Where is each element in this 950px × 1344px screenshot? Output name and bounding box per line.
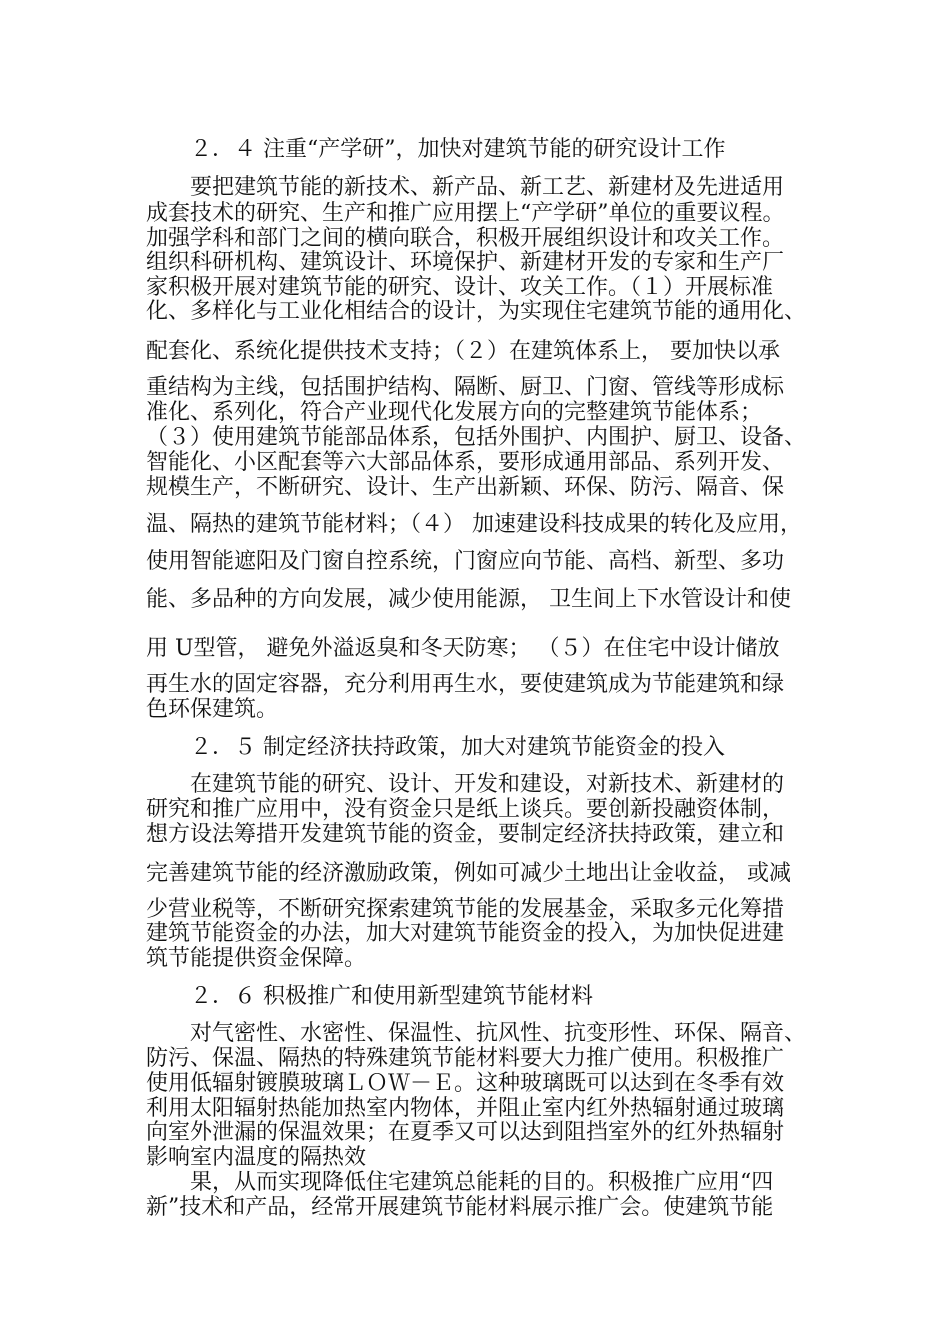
paragraph-line: 成套技术的研究、生产和推广应用摆上“产学研”单位的重要议程。 [146,201,785,226]
paragraph-line: 用 U型管， 避免外溢返臭和冬天防寒； （５）在住宅中设计储放 [146,636,780,661]
paragraph-line: 组织科研机构、建筑设计、环境保护、新建材开发的专家和生产厂 [146,250,785,275]
paragraph-line: 规模生产，不断研究、设计、生产出新颖、环保、防污、隔音、保 [146,475,785,500]
paragraph-line: 新”技术和产品，经常开展建筑节能材料展示推广会。使建筑节能 [146,1195,774,1220]
paragraph-line: （３）使用建筑节能部品体系，包括外围护、内围护、厨卫、设备、 [146,425,807,450]
paragraph-line: 影响室内温度的隔热效 [146,1145,367,1170]
paragraph-line: 智能化、小区配套等六大部品体系，要形成通用部品、系列开发、 [146,450,785,475]
section-heading-2-5: ２．５ 制定经济扶持政策，加大对建筑节能资金的投入 [190,735,725,760]
paragraph-line: 想方设法筹措开发建筑节能的资金，要制定经济扶持政策，建立和 [146,822,785,847]
paragraph-line: 果，从而实现降低住宅建筑总能耗的目的。积极推广应用“四 [190,1170,774,1195]
paragraph-line: 少营业税等，不断研究探索建筑节能的发展基金，采取多元化筹措 [146,897,785,922]
paragraph-line: 再生水的固定容器，充分利用再生水，要使建筑成为节能建筑和绿 [146,672,785,697]
paragraph-line: 温、隔热的建筑节能材料；（４） 加速建设科技成果的转化及应用， [146,512,802,537]
paragraph-line: 使用智能遮阳及门窗自控系统，门窗应向节能、高档、新型、多功 [146,549,785,574]
paragraph-line: 在建筑节能的研究、设计、开发和建设，对新技术、新建材的 [190,772,785,797]
paragraph-line: 色环保建筑。 [146,697,279,722]
paragraph-line: 化、多样化与工业化相结合的设计，为实现住宅建筑节能的通用化、 [146,299,807,324]
paragraph-line: 筑节能提供资金保障。 [146,946,367,971]
paragraph-line: 建筑节能资金的办法，加大对建筑节能资金的投入，为加快促进建 [146,921,785,946]
paragraph-line: 准化、系列化，符合产业现代化发展方向的完整建筑节能体系； [146,400,763,425]
paragraph-line: 使用低辐射镀膜玻璃ＬＯＷ－Ｅ。这种玻璃既可以达到在冬季有效 [146,1071,785,1096]
paragraph-line: 家积极开展对建筑节能的研究、设计、攻关工作。（１）开展标准 [146,275,774,300]
paragraph-line: 重结构为主线，包括围护结构、隔断、厨卫、门窗、管线等形成标 [146,375,785,400]
paragraph-line: 配套化、系统化提供技术支持；（２）在建筑体系上， 要加快以承 [146,339,780,364]
paragraph-line: 利用太阳辐射热能加热室内物体，并阻止室内红外热辐射通过玻璃 [146,1096,785,1121]
section-heading-2-4: ２．４ 注重“产学研”，加快对建筑节能的研究设计工作 [190,137,726,162]
section-heading-2-6: ２．６ 积极推广和使用新型建筑节能材料 [190,984,593,1009]
paragraph-line: 能、多品种的方向发展，减少使用能源， 卫生间上下水管设计和使 [146,587,791,612]
paragraph-line: 对气密性、水密性、保温性、抗风性、抗变形性、环保、隔音、 [190,1021,807,1046]
paragraph-line: 防污、保温、隔热的特殊建筑节能材料要大力推广使用。积极推广 [146,1046,785,1071]
paragraph-line: 研究和推广应用中，没有资金只是纸上谈兵。要创新投融资体制， [146,797,785,822]
paragraph-line: 要把建筑节能的新技术、新产品、新工艺、新建材及先进适用 [190,175,785,200]
paragraph-line: 完善建筑节能的经济激励政策，例如可减少土地出让金收益， 或减 [146,861,791,886]
paragraph-line: 加强学科和部门之间的横向联合，积极开展组织设计和攻关工作。 [146,226,785,251]
paragraph-line: 向室外泄漏的保温效果；在夏季又可以达到阻挡室外的红外热辐射 [146,1120,785,1145]
